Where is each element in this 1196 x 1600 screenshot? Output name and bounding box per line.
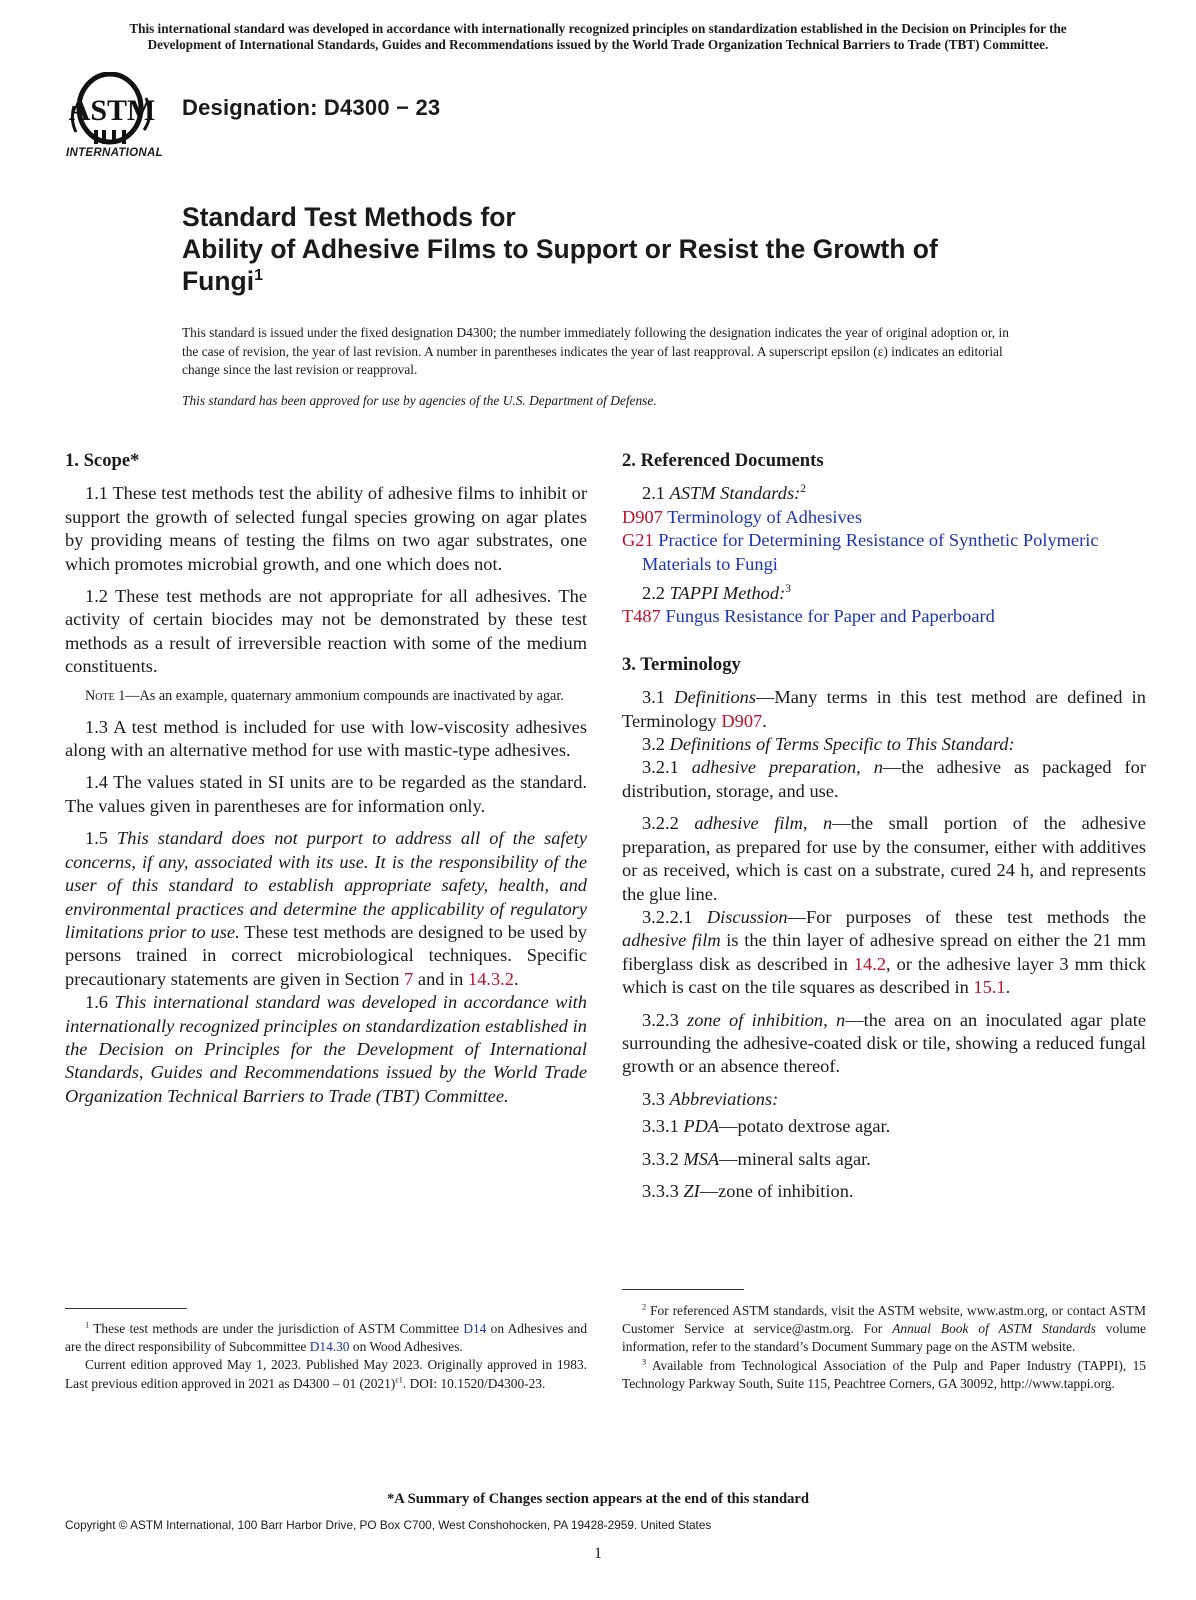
footnotes-right bbox=[622, 1302, 1146, 1393]
summary-of-changes-note: *A Summary of Changes section appears at the end of this standard bbox=[386, 1491, 810, 1507]
section-3-2-2-1-term: adhesive film bbox=[622, 930, 721, 951]
footnote-3 bbox=[622, 1357, 1146, 1393]
section-3-2-3-text: —the area on an inoculated agar plate surrounding the adhesive-coated disk or tile, showing a reduced fungal growth or an absence thereof. bbox=[622, 1009, 1146, 1077]
section-3-3-3-text: —zone of inhibition. bbox=[699, 1180, 854, 1201]
issue-note: This standard is issued under the fixed designation D4300; the number immediately following the designation indicates the year of original adoption or, in the case of revision, the year of last revision. A number in parentheses indicates the year of last reapproval. A superscript epsilon (ε) indicates an editorial change since the last revision or reapproval. bbox=[182, 325, 1009, 378]
section-1-4: 1.4 The values stated in SI units are to be regarded as the standard. The values given in parentheses are for information only. bbox=[65, 772, 587, 816]
section-1-5-and: and in bbox=[417, 968, 464, 989]
footnote-1-mark: 1 bbox=[85, 1320, 90, 1330]
section-1-5: 1.5 This standard does not purport to address all of the safety concerns, if any, associated with its use. It is the responsibility of the user of this standard to establish appropriate safety, health, and environmental practices and determine the applicability of regulatory limitations prior to use. These test methods are designed to be used by persons trained in correct microbiological techniques. Specific precautionary statements are given in Section 7 and in 14.3.2. bbox=[65, 828, 588, 989]
section-1-5-safety: This standard does not purport to address all of the safety concerns, if any, associated with its use. It is the responsibility of the user of this standard to establish appropriate safety, health, and environmental practices and determine the applicability of regulatory limitations prior to use. bbox=[65, 828, 587, 942]
section-15-1-link[interactable]: 15.1 bbox=[973, 977, 1006, 998]
section-3-3-3 bbox=[622, 1180, 1146, 1203]
section-1-2: 1.2 These test methods are not appropriate for all adhesives. The activity of certain biocides may not be demonstrated by these test methods as a result of irreversible reaction with some of the medium constituents. bbox=[65, 586, 587, 677]
section-14-2-link[interactable]: 14.2 bbox=[853, 953, 887, 974]
footnote-2-number: 2 bbox=[642, 1302, 647, 1312]
section-1-6-text: This international standard was developed in accordance with internationally recognized principles on standardization established in the Decision on Principles for the Development of International Standards, Guides and Recommendations issued by the World Trade Organization Technical Barriers to Trade (TBT) Committee. bbox=[65, 992, 587, 1106]
section-3-2-2-number: 3.2.2 bbox=[642, 813, 679, 834]
section-3-2-2-1-text-a: —For purposes of these test methods the bbox=[787, 906, 1146, 927]
terminology-heading: 3. Terminology bbox=[622, 653, 741, 675]
footnote-1-text-a: These test methods are under the jurisdiction of ASTM Committee bbox=[93, 1321, 460, 1336]
reference-d907-title[interactable]: Terminology of Adhesives bbox=[667, 506, 862, 527]
section-3-3-2-abbr: MSA bbox=[683, 1148, 720, 1169]
title-footnote-mark: 1 bbox=[254, 267, 264, 285]
reference-t487-title[interactable]: Fungus Resistance for Paper and Paperboard bbox=[665, 606, 995, 627]
section-3-2-3-term: zone of inhibition, n bbox=[687, 1009, 846, 1030]
section-3-3-1-number: 3.3.1 bbox=[642, 1116, 679, 1137]
section-3-3-label: Abbreviations: bbox=[669, 1088, 779, 1109]
section-3-2-1-text: —the adhesive as packaged for distribution, storage, and use. bbox=[622, 757, 1146, 801]
section-1-3: 1.3 A test method is included for use with low-viscosity adhesives along with an alternative method for use with mastic-type adhesives. bbox=[65, 716, 587, 761]
section-3-3-2 bbox=[622, 1148, 1146, 1171]
banner-line-2: Development of International Standards, Guides and Recommendations issued by the World Trade Organization Technical Barriers to Trade (TBT) Committee. bbox=[147, 37, 1049, 52]
section-3-2-label: Definitions of Terms Specific to This Standard: bbox=[669, 734, 1015, 755]
committee-d14-link[interactable]: D14 bbox=[463, 1321, 487, 1336]
section-3-3-2-text: —mineral salts agar. bbox=[719, 1148, 871, 1169]
section-2-2-label: TAPPI Method: bbox=[669, 583, 786, 604]
section-3-3-number: 3.3 bbox=[642, 1088, 665, 1109]
document-title bbox=[182, 201, 1082, 297]
section-3-2-2 bbox=[622, 812, 1146, 906]
section-3-2-2-1-text-c: , or the adhesive layer 3 mm thick which is cast on the tile squares as described in bbox=[622, 953, 1146, 998]
section-14-3-2-link[interactable]: 14.3.2 bbox=[468, 968, 514, 989]
astm-logo bbox=[66, 72, 170, 166]
section-3-2-2-1: 3.2.2.1 Discussion—For purposes of these test methods the adhesive film is the thin layer of adhesive spread on either the 21 mm fiberglass disk as described in 14.2, or the adhesive layer 3 mm thick which is cast on the tile squares as described in 15.1. bbox=[622, 906, 1146, 998]
footnote-3-number: 3 bbox=[642, 1357, 647, 1367]
logo-mark-text: ASTM bbox=[68, 94, 156, 127]
reference-d907-code[interactable]: D907 bbox=[622, 506, 663, 527]
section-3-2-1-number: 3.2.1 bbox=[642, 757, 679, 778]
note-1-text: —As an example, quaternary ammonium compounds are inactivated by agar. bbox=[125, 687, 564, 704]
banner-line-1: This international standard was developed in accordance with internationally recognized principles on standardization established in the Decision on Principles for the bbox=[129, 21, 1067, 36]
section-3-1-text: —Many terms in this test method are defined in Terminology bbox=[622, 687, 1146, 731]
page-number: 1 bbox=[594, 1545, 602, 1562]
dod-note: This standard has been approved for use by agencies of the U.S. Department of Defense. bbox=[182, 393, 657, 408]
section-3-2-1-term: adhesive preparation, n bbox=[691, 757, 883, 778]
section-3-2-2-1-number: 3.2.2.1 bbox=[642, 906, 693, 927]
title-line-1: Standard Test Methods for bbox=[182, 202, 516, 232]
copyright: Copyright © ASTM International, 100 Barr Harbor Drive, PO Box C700, West Conshohocken, PA 19428-2959. United States bbox=[65, 1518, 712, 1532]
designation: Designation: D4300 − 23 bbox=[182, 95, 441, 120]
footnote-1-edition: Current edition approved May 1, 2023. Published May 2023. Originally approved in 1983. Last previous edition approved in 2021 as D4300 – 01 $(2021)^{\varepsilon 1}$. DOI: 10.1520/D4300-23. bbox=[65, 1357, 587, 1391]
section-3-2-1 bbox=[622, 756, 1146, 803]
section-1-5-number: 1.5 bbox=[85, 828, 108, 849]
title-line-3: Fungi bbox=[182, 266, 255, 296]
terminology-d907-link[interactable]: D907 bbox=[721, 710, 763, 731]
title-line-2: Ability of Adhesive Films to Support or Resist the Growth of bbox=[182, 234, 938, 264]
footnote-1-doi: DOI: 10.1520/D4300-23. bbox=[409, 1375, 546, 1391]
section-1-5-text: These test methods are designed to be used by persons trained in correct microbiological techniques. Specific precautionary statements are given in Section bbox=[65, 921, 588, 989]
section-3-2-2-1-label: Discussion bbox=[706, 906, 788, 927]
reference-d907[interactable] bbox=[622, 506, 1146, 529]
footnotes-left bbox=[65, 1320, 587, 1393]
reference-t487[interactable] bbox=[622, 605, 1146, 628]
footnote-3-mark: 3 bbox=[785, 582, 791, 595]
reference-t487-code[interactable]: T487 bbox=[622, 606, 661, 627]
reference-g21[interactable] bbox=[622, 529, 1146, 576]
footnote-rule-right bbox=[622, 1289, 744, 1290]
section-3-2-number: 3.2 bbox=[642, 734, 665, 755]
tbt-banner bbox=[62, 21, 1134, 53]
note-1 bbox=[65, 688, 587, 705]
footnote-2-text-b: volume information, refer to the standard’s Document Summary page on the ASTM website. bbox=[622, 1321, 1146, 1355]
section-3-3-1 bbox=[622, 1115, 1146, 1138]
note-1-label: Note 1 bbox=[85, 687, 126, 704]
section-3-2-3-number: 3.2.3 bbox=[642, 1009, 679, 1030]
section-2-1-label: ASTM Standards: bbox=[669, 483, 801, 504]
section-1-6 bbox=[65, 991, 587, 1108]
footnote-3-text: Available from Technological Association of the Pulp and Paper Industry (TAPPI), 15 Technology Parkway South, Suite 115, Peachtree Corners, GA 30092, http://www.tappi.org. bbox=[622, 1357, 1146, 1391]
section-1-6-number: 1.6 bbox=[85, 992, 108, 1013]
section-3-2-2-text: —the small portion of the adhesive preparation, as prepared for use by the consumer, either with additives or as received, which is cast on a substrate, cured 24 h, and represents the glue line. bbox=[622, 813, 1146, 904]
section-3-3-3-abbr: ZI bbox=[683, 1180, 700, 1201]
section-3-2-2-term: adhesive film, n bbox=[694, 813, 833, 834]
logo-international-label: INTERNATIONAL bbox=[66, 147, 163, 159]
section-3-1-label: Definitions bbox=[674, 687, 757, 708]
left-column bbox=[65, 449, 587, 1117]
section-3-3-1-abbr: PDA bbox=[683, 1116, 720, 1137]
footnote-1-text-b: on Adhesives and are the direct responsibility of Subcommittee bbox=[65, 1321, 588, 1355]
reference-g21-title[interactable]: Practice for Determining Resistance of Synthetic Polymeric Materials to Fungi bbox=[642, 530, 1099, 574]
section-3-3-2-number: 3.3.2 bbox=[642, 1148, 679, 1169]
section-2-2-number: 2.2 bbox=[642, 583, 665, 604]
section-1-1: 1.1 These test methods test the ability of adhesive films to inhibit or support the growth of selected fungal species growing on agar plates by providing means of testing the films on two agar substrates, one which promotes microbial growth, and one which does not. bbox=[65, 483, 587, 574]
footnote-1-edition-text: Current edition approved May 1, 2023. Published May 2023. Originally approved in 1983. Last previous edition approved in 2021 as D4300 – 01 (2021) bbox=[65, 1357, 587, 1391]
section-2-1 bbox=[622, 482, 1146, 505]
scope-heading: 1. Scope* bbox=[65, 450, 140, 471]
section-3-2-3 bbox=[622, 1009, 1146, 1079]
section-3-1-number: 3.1 bbox=[642, 687, 665, 708]
section-3-3 bbox=[622, 1088, 1146, 1111]
footnote-2 bbox=[622, 1302, 1146, 1357]
footnote-2-mark: 2 bbox=[800, 483, 806, 496]
footnote-2-annual-book: Annual Book of ASTM Standards bbox=[892, 1321, 1096, 1337]
section-3-3-3-number: 3.3.3 bbox=[642, 1180, 679, 1201]
section-3-3-1-text: —potato dextrose agar. bbox=[719, 1116, 891, 1137]
footnote-2-text-a: For referenced ASTM standards, visit the ASTM website, www.astm.org, or contact ASTM Customer Service at service@astm.org. For bbox=[622, 1303, 1146, 1337]
section-2-1-number: 2.1 bbox=[642, 483, 665, 504]
footnote-1 bbox=[65, 1320, 587, 1356]
section-3-2 bbox=[622, 733, 1146, 756]
footnote-1-epsilon: ε1 bbox=[395, 1375, 403, 1385]
right-column bbox=[622, 449, 1146, 1207]
subcommittee-d14-30-link[interactable]: D14.30 bbox=[309, 1339, 350, 1355]
referenced-documents-heading: 2. Referenced Documents bbox=[622, 450, 824, 471]
section-3-2-2-1-text-b: is the thin layer of adhesive spread on either the 21 mm fiberglass disk as described in bbox=[622, 930, 1146, 974]
section-7-link[interactable]: 7 bbox=[404, 968, 414, 989]
reference-g21-code[interactable]: G21 bbox=[622, 530, 654, 551]
footnote-rule-left bbox=[65, 1308, 187, 1309]
section-2-2 bbox=[622, 582, 1146, 605]
section-3-1: 3.1 Definitions—Many terms in this test method are defined in Terminology D907. bbox=[622, 687, 1146, 731]
footnote-1-text-c: on Wood Adhesives. bbox=[352, 1339, 463, 1355]
